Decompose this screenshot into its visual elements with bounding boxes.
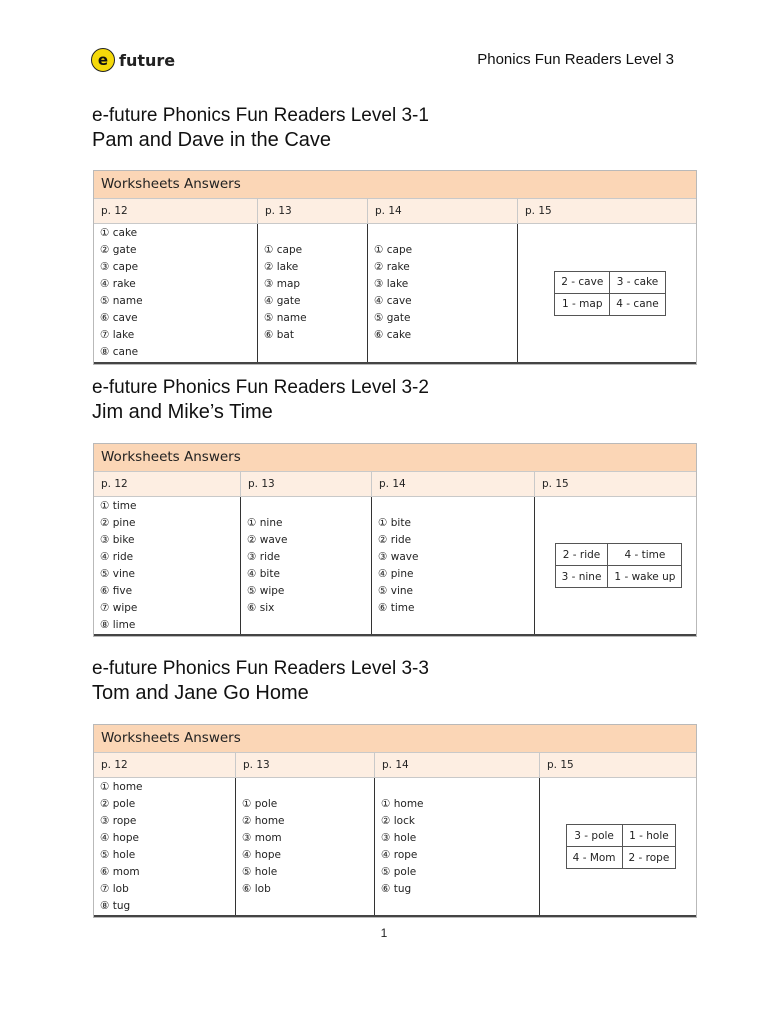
answers-row xyxy=(94,224,696,364)
answer-item: ⑤ hole xyxy=(100,849,136,861)
col-header-p14: p. 14 xyxy=(368,199,518,223)
page-header-row xyxy=(94,753,696,778)
worksheet-answers-table xyxy=(93,170,697,365)
answers-p13 xyxy=(241,497,372,634)
matching-row xyxy=(555,544,682,566)
col-header-p12: p. 12 xyxy=(94,199,258,223)
answer-item: ⑥ six xyxy=(247,601,275,614)
answer-item: ⑥ bat xyxy=(264,329,294,341)
answers-p14 xyxy=(375,778,540,915)
matching-table xyxy=(566,824,677,869)
answer-item: ① cape xyxy=(264,244,303,256)
answer-item: ⑦ wipe xyxy=(100,602,138,614)
answer-item: ④ bite xyxy=(247,567,280,580)
answer-item: ① nine xyxy=(247,516,283,529)
answer-item: ① bite xyxy=(378,516,411,529)
worksheet-title: Worksheets Answers xyxy=(94,171,696,199)
answer-item: ① pole xyxy=(242,797,278,810)
answers-p13 xyxy=(258,224,368,362)
answers-p12 xyxy=(94,224,258,362)
col-header-p15: p. 15 xyxy=(547,759,574,771)
col-header-p13: p. 13 xyxy=(258,199,368,223)
matching-table xyxy=(554,271,666,316)
matching-cell: 3 - pole xyxy=(566,825,622,847)
answer-item: ④ rake xyxy=(100,278,136,290)
answer-item: ② ride xyxy=(378,533,412,546)
answer-item: ⑧ tug xyxy=(100,900,131,912)
answer-item: ③ bike xyxy=(100,534,135,546)
answer-item: ② rake xyxy=(374,261,410,273)
answers-p13 xyxy=(236,778,375,915)
answer-item: ⑥ five xyxy=(100,585,133,597)
col-header-p12: p. 12 xyxy=(94,753,236,777)
matching-table xyxy=(555,543,683,588)
col-header-p12: p. 12 xyxy=(94,472,241,496)
page-header-row xyxy=(94,199,696,224)
matching-cell: 2 - cave xyxy=(555,271,610,293)
page-header-row xyxy=(94,472,696,497)
answer-item: ① time xyxy=(100,500,137,512)
answer-item: ⑥ mom xyxy=(100,866,140,878)
logo-text: future xyxy=(119,50,176,70)
answers-p15 xyxy=(535,497,696,634)
matching-cell: 1 - map xyxy=(555,293,610,315)
answer-item: ① cake xyxy=(100,227,138,239)
matching-row xyxy=(566,847,676,869)
answer-item: ⑥ cake xyxy=(374,329,412,341)
answer-item: ④ pine xyxy=(378,567,414,580)
answer-item: ③ rope xyxy=(100,815,137,827)
answer-item: ⑦ lob xyxy=(100,883,129,895)
answer-item: ② home xyxy=(242,814,285,827)
matching-cell: 3 - nine xyxy=(555,566,608,588)
answer-item: ② pole xyxy=(100,798,136,810)
answer-item: ⑦ lake xyxy=(100,329,135,341)
section-level-title: e-future Phonics Fun Readers Level 3-3 xyxy=(92,658,429,679)
answers-p15 xyxy=(518,224,696,362)
answers-p12 xyxy=(94,778,236,915)
page-number: 1 xyxy=(380,926,388,940)
section-story-title: Jim and Mike’s Time xyxy=(92,401,273,423)
matching-cell: 2 - ride xyxy=(555,544,608,566)
answer-item: ⑧ cane xyxy=(100,346,139,358)
answer-item: ④ rope xyxy=(381,848,418,861)
answers-p15 xyxy=(540,778,696,915)
answer-item: ④ hope xyxy=(100,832,139,844)
col-header-p15: p. 15 xyxy=(542,478,569,490)
section-level-title: e-future Phonics Fun Readers Level 3-1 xyxy=(92,105,429,126)
answers-p12 xyxy=(94,497,241,634)
answers-p14 xyxy=(372,497,535,634)
answer-item: ③ ride xyxy=(247,550,281,563)
answer-item: ① home xyxy=(381,797,424,810)
answer-item: ⑥ time xyxy=(378,601,415,614)
efuture-logo xyxy=(91,48,175,72)
answer-item: ③ hole xyxy=(381,831,417,844)
answer-item: ③ wave xyxy=(378,550,419,563)
answer-item: ② pine xyxy=(100,517,136,529)
answer-item: ③ map xyxy=(264,278,301,290)
answer-item: ⑥ cave xyxy=(100,312,138,324)
answer-item: ② lake xyxy=(264,261,299,273)
answer-item: ⑤ name xyxy=(100,295,143,307)
worksheet-answers-table xyxy=(93,443,697,637)
answer-item: ⑧ lime xyxy=(100,619,136,631)
answer-item: ⑤ name xyxy=(264,312,307,324)
answer-item: ⑥ tug xyxy=(381,882,412,895)
answer-item: ⑤ hole xyxy=(242,865,278,878)
matching-row xyxy=(555,271,666,293)
answer-item: ③ lake xyxy=(374,278,409,290)
answer-item: ④ gate xyxy=(264,295,301,307)
answer-item: ⑤ pole xyxy=(381,865,417,878)
answer-item: ② wave xyxy=(247,533,288,546)
logo-e-icon: e xyxy=(91,48,115,72)
matching-row xyxy=(555,293,666,315)
col-header-p13: p. 13 xyxy=(241,472,372,496)
answer-item: ① cape xyxy=(374,244,413,256)
answers-row xyxy=(94,497,696,636)
section-story-title: Tom and Jane Go Home xyxy=(92,682,309,704)
col-header-p14: p. 14 xyxy=(372,472,535,496)
page-header xyxy=(0,0,768,90)
matching-cell: 4 - Mom xyxy=(566,847,622,869)
answer-item: ① home xyxy=(100,781,143,793)
answer-item: ⑤ gate xyxy=(374,312,411,324)
col-header-p13: p. 13 xyxy=(236,753,375,777)
col-header-p14: p. 14 xyxy=(375,753,540,777)
answer-item: ② lock xyxy=(381,814,415,827)
matching-cell: 3 - cake xyxy=(610,271,665,293)
col-header-p15: p. 15 xyxy=(525,205,552,217)
answers-row xyxy=(94,778,696,917)
answer-item: ② gate xyxy=(100,244,137,256)
matching-cell: 2 - rope xyxy=(622,847,676,869)
answer-item: ⑥ lob xyxy=(242,882,271,895)
answer-item: ③ mom xyxy=(242,831,282,844)
answer-item: ③ cape xyxy=(100,261,139,273)
matching-cell: 4 - cane xyxy=(610,293,665,315)
matching-cell: 1 - wake up xyxy=(608,566,682,588)
matching-row xyxy=(566,825,676,847)
matching-cell: 1 - hole xyxy=(622,825,676,847)
answer-item: ④ ride xyxy=(100,551,134,563)
answer-item: ④ cave xyxy=(374,295,412,307)
section-level-title: e-future Phonics Fun Readers Level 3-2 xyxy=(92,377,429,398)
answer-item: ⑤ vine xyxy=(378,584,413,597)
matching-cell: 4 - time xyxy=(608,544,682,566)
answers-p14 xyxy=(368,224,518,362)
worksheet-answers-table xyxy=(93,724,697,918)
answer-item: ⑤ vine xyxy=(100,568,135,580)
worksheet-title: Worksheets Answers xyxy=(94,725,696,753)
worksheet-title: Worksheets Answers xyxy=(94,444,696,472)
answer-item: ⑤ wipe xyxy=(247,584,285,597)
section-story-title: Pam and Dave in the Cave xyxy=(92,129,332,151)
answer-item: ④ hope xyxy=(242,848,281,861)
matching-row xyxy=(555,566,682,588)
series-title: Phonics Fun Readers Level 3 xyxy=(477,51,674,68)
